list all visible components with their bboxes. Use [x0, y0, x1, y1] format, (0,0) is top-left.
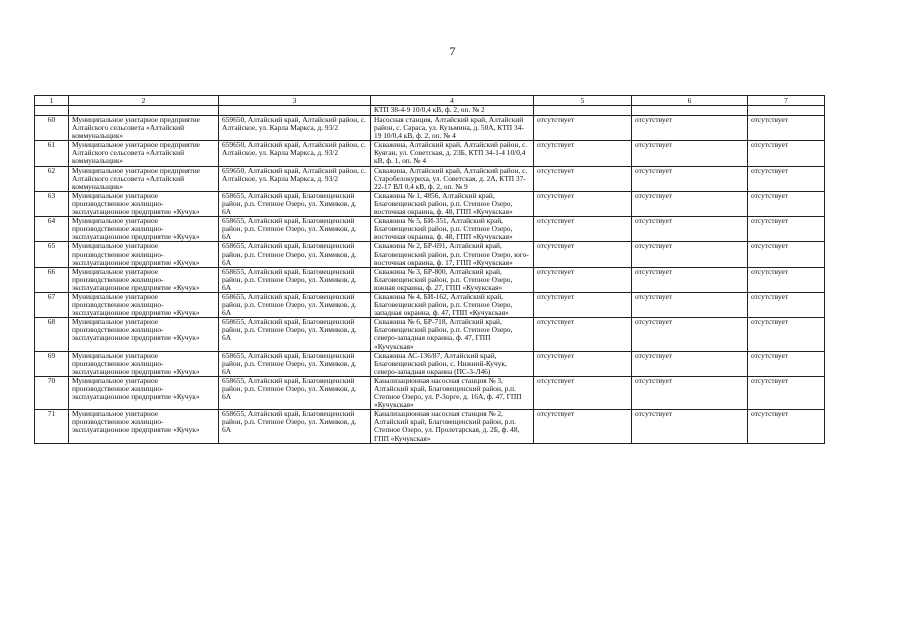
column-5-value: отсутствует: [534, 191, 632, 216]
object-description: Канализационная насосная станция № 2, Алтайский край, Благовещенский район, р.п. Степное Озеро, ул. Пролетарская, д. 2Б, ф. 48, ГПП «Кучукская»: [371, 410, 534, 443]
organization-name: Муниципальное унитарное производственное жилищно-эксплуатационное предприятие «Кучук»: [69, 191, 219, 216]
object-description: Скважина № 5, БИ-351, Алтайский край, Благовещенский район, р.п. Степное Озеро, восточная окраина, ф. 48, ГПП «Кучукская»: [371, 217, 534, 242]
object-description: Скважина № 2, БР-691, Алтайский край, Благовещенский район, р.п. Степное Озеро, юго-восточная окраина, ф. 17, ГПП «Кучукская»: [371, 242, 534, 267]
organization-address: 658655, Алтайский край, Благовещенский район, р.п. Степное Озеро, ул. Химиков, д. 6А: [219, 410, 371, 443]
column-5-value: отсутствует: [534, 292, 632, 317]
row-number: 62: [35, 166, 69, 191]
organization-name: Муниципальное унитарное производственное жилищно-эксплуатационное предприятие «Кучук»: [69, 351, 219, 376]
object-description: Скважина № 6, БР-718, Алтайский край, Благовещенский район, р.п. Степное Озеро, северо-западная окраина, ф. 47, ГПП «Кучукская»: [371, 318, 534, 351]
organization-name: Муниципальное унитарное производственное жилищно-эксплуатационное предприятие «Кучук»: [69, 267, 219, 292]
organization-name: Муниципальное унитарное производственное жилищно-эксплуатационное предприятие «Кучук»: [69, 410, 219, 443]
column-7-value: отсутствует: [748, 267, 825, 292]
organization-name: Муниципальное унитарное производственное жилищно-эксплуатационное предприятие «Кучук»: [69, 217, 219, 242]
table-row: [35, 410, 825, 443]
row-number: 60: [35, 116, 69, 141]
object-description: Скважина, Алтайский край, Алтайский район, с. Куяган, ул. Советская, д. 23Б, КТП 34-1-4 10/0,4 кВ, ф. 1, оп. № 4: [371, 141, 534, 166]
continuation-text: КТП 38-4-9 10/0,4 кВ, ф. 2, оп. № 2: [371, 106, 534, 116]
object-description: Скважина, Алтайский край, Алтайский район, с. Старобелокуриха, ул. Советская, д. 2А, КТП 37-22-17 ВЛ 0,4 кВ, ф. 2, оп. № 9: [371, 166, 534, 191]
organization-name: Муниципальное унитарное производственное жилищно-эксплуатационное предприятие «Кучук»: [69, 292, 219, 317]
objects-table: [34, 95, 825, 444]
object-description: Скважина № 3, БР-800, Алтайский край, Благовещенский район, р.п. Степное Озеро, южная окраина, ф. 27, ГПП «Кучукская»: [371, 267, 534, 292]
header-cell: 6: [632, 96, 748, 106]
table-row: [35, 141, 825, 166]
object-description: Скважина № 4, БИ-162, Алтайский край, Благовещенский район, р.п. Степное Озеро, западная окраина, ф. 47, ГПП «Кучукская»: [371, 292, 534, 317]
organization-address: 658655, Алтайский край, Благовещенский район, р.п. Степное Озеро, ул. Химиков, д. 6А: [219, 242, 371, 267]
column-7-value: отсутствует: [748, 351, 825, 376]
column-7-value: отсутствует: [748, 141, 825, 166]
column-6-value: отсутствует: [632, 166, 748, 191]
organization-name: Муниципальное унитарное производственное жилищно-эксплуатационное предприятие «Кучук»: [69, 242, 219, 267]
table-row: [35, 191, 825, 216]
organization-name: Муниципальное унитарное предприятие Алтайского сельсовета «Алтайский коммунальщик»: [69, 116, 219, 141]
table-row: [35, 318, 825, 351]
organization-address: 658655, Алтайский край, Благовещенский район, р.п. Степное Озеро, ул. Химиков, д. 6А: [219, 351, 371, 376]
organization-address: 658655, Алтайский край, Благовещенский район, р.п. Степное Озеро, ул. Химиков, д. 6А: [219, 191, 371, 216]
organization-name: Муниципальное унитарное предприятие Алтайского сельсовета «Алтайский коммунальщик»: [69, 166, 219, 191]
column-5-value: отсутствует: [534, 141, 632, 166]
column-5-value: отсутствует: [534, 410, 632, 443]
column-7-value: отсутствует: [748, 217, 825, 242]
column-5-value: отсутствует: [534, 318, 632, 351]
column-6-value: отсутствует: [632, 242, 748, 267]
object-description: Скважина АС-136/87, Алтайский край, Благовещенский район, с. Нижний-Кучук, северо-западная окраина (ПС-3-Л46): [371, 351, 534, 376]
column-5-value: отсутствует: [534, 166, 632, 191]
organization-address: 659650, Алтайский край, Алтайский район, с. Алтайское, ул. Карла Маркса, д. 93/2: [219, 116, 371, 141]
organization-address: 658655, Алтайский край, Благовещенский район, р.п. Степное Озеро, ул. Химиков, д. 6А: [219, 267, 371, 292]
column-7-value: отсутствует: [748, 166, 825, 191]
table-row: [35, 166, 825, 191]
row-number: 66: [35, 267, 69, 292]
header-row: [35, 96, 825, 106]
header-cell: 7: [748, 96, 825, 106]
table-row: [35, 292, 825, 317]
column-5-value: отсутствует: [534, 116, 632, 141]
row-number: 67: [35, 292, 69, 317]
organization-address: 658655, Алтайский край, Благовещенский район, р.п. Степное Озеро, ул. Химиков, д. 6А: [219, 217, 371, 242]
organization-address: 659650, Алтайский край, Алтайский район, с. Алтайское, ул. Карла Маркса, д. 93/2: [219, 141, 371, 166]
column-7-value: отсутствует: [748, 292, 825, 317]
row-number: 70: [35, 376, 69, 409]
table-row: [35, 217, 825, 242]
page-number: 7: [449, 44, 456, 58]
organization-address: 658655, Алтайский край, Благовещенский район, р.п. Степное Озеро, ул. Химиков, д. 6А: [219, 292, 371, 317]
column-5-value: отсутствует: [534, 242, 632, 267]
row-number: 63: [35, 191, 69, 216]
table-row: [35, 351, 825, 376]
header-cell: 3: [219, 96, 371, 106]
table-row: [35, 242, 825, 267]
column-6-value: отсутствует: [632, 267, 748, 292]
column-7-value: отсутствует: [748, 191, 825, 216]
row-number: 68: [35, 318, 69, 351]
organization-address: 658655, Алтайский край, Благовещенский район, р.п. Степное Озеро, ул. Химиков, д. 6А: [219, 318, 371, 351]
column-5-value: отсутствует: [534, 351, 632, 376]
column-6-value: отсутствует: [632, 318, 748, 351]
object-description: Канализационная насосная станция № 3, Алтайский край, Благовещенский район, р.п. Степное Озеро, ул. Р-Зорге, д. 16А, ф. 47, ГПП «Кучукская»: [371, 376, 534, 409]
organization-address: 659650, Алтайский край, Алтайский район, с. Алтайское, ул. Карла Маркса, д. 93/2: [219, 166, 371, 191]
header-cell: 1: [35, 96, 69, 106]
column-6-value: отсутствует: [632, 191, 748, 216]
header-cell: 2: [69, 96, 219, 106]
header-cell: 5: [534, 96, 632, 106]
header-cell: 4: [371, 96, 534, 106]
row-number: 64: [35, 217, 69, 242]
column-5-value: отсутствует: [534, 217, 632, 242]
column-6-value: отсутствует: [632, 116, 748, 141]
row-number: 71: [35, 410, 69, 443]
column-6-value: отсутствует: [632, 376, 748, 409]
column-6-value: отсутствует: [632, 217, 748, 242]
table-row: [35, 376, 825, 409]
column-6-value: отсутствует: [632, 410, 748, 443]
object-description: Насосная станция, Алтайский край, Алтайский район, с. Сараса, ул. Кузьмина, д. 50А, КТП 34-19 10/0,4 кВ, ф. 2, оп. № 4: [371, 116, 534, 141]
table-row: [35, 116, 825, 141]
organization-address: 658655, Алтайский край, Благовещенский район, р.п. Степное Озеро, ул. Химиков, д. 6А: [219, 376, 371, 409]
column-6-value: отсутствует: [632, 292, 748, 317]
column-6-value: отсутствует: [632, 351, 748, 376]
organization-name: Муниципальное унитарное производственное жилищно-эксплуатационное предприятие «Кучук»: [69, 318, 219, 351]
column-7-value: отсутствует: [748, 410, 825, 443]
row-number: 69: [35, 351, 69, 376]
column-5-value: отсутствует: [534, 267, 632, 292]
row-number: 65: [35, 242, 69, 267]
column-7-value: отсутствует: [748, 242, 825, 267]
row-number: 61: [35, 141, 69, 166]
organization-name: Муниципальное унитарное предприятие Алтайского сельсовета «Алтайский коммунальщик»: [69, 141, 219, 166]
table-row: [35, 267, 825, 292]
object-description: Скважина № 1, 4856, Алтайский край, Благовещенский район, р.п. Степное Озеро, восточная окраина, ф. 48, ГПП «Кучукская»: [371, 191, 534, 216]
column-7-value: отсутствует: [748, 376, 825, 409]
column-5-value: отсутствует: [534, 376, 632, 409]
column-7-value: отсутствует: [748, 116, 825, 141]
organization-name: Муниципальное унитарное производственное жилищно-эксплуатационное предприятие «Кучук»: [69, 376, 219, 409]
column-7-value: отсутствует: [748, 318, 825, 351]
continuation-row: [35, 106, 825, 116]
column-6-value: отсутствует: [632, 141, 748, 166]
